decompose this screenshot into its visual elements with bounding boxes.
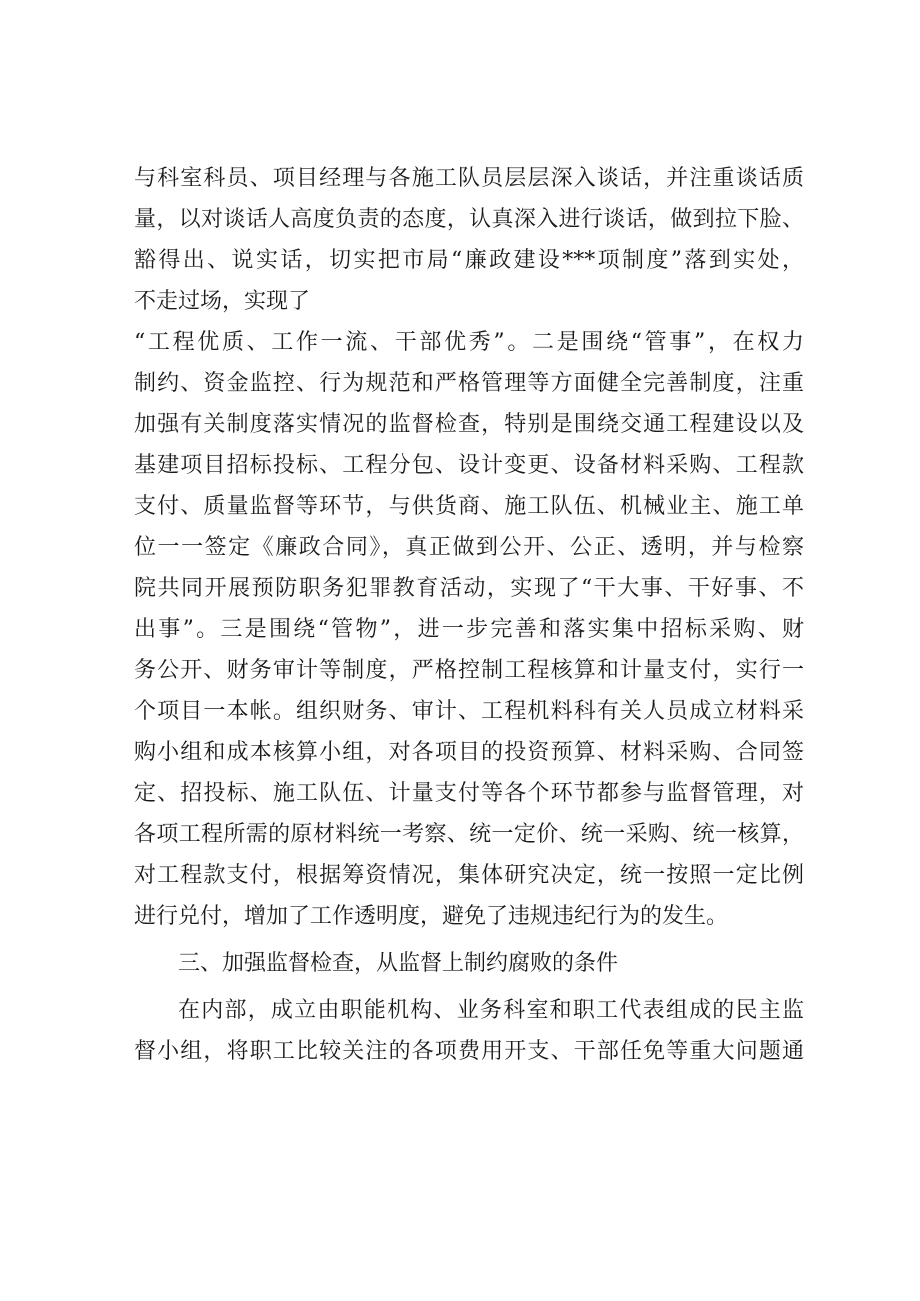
- text-line: 加强有关制度落实情况的监督检查，特别是围绕交通工程建设以及: [134, 412, 804, 437]
- text-line: 购小组和成本核算小组，对各项目的投资预算、材料采购、合同签: [134, 740, 804, 765]
- text-line: 进行兑付，增加了工作透明度，避免了违规违纪行为的发生。: [134, 904, 729, 929]
- text-line: 在内部，成立由职能机构、业务科室和职工代表组成的民主监: [178, 998, 804, 1023]
- text-line: 量，以对谈话人高度负责的态度，认真深入进行谈话，做到拉下脸、: [134, 207, 804, 232]
- text-line: 对工程款支付，根据筹资情况，集体研究决定，统一按照一定比例: [134, 863, 804, 888]
- section-heading: 三、加强监督检查，从监督上制约腐败的条件: [178, 951, 619, 976]
- body-text: [134, 158, 804, 1072]
- text-line: 院共同开展预防职务犯罪教育活动，实现了“干大事、干好事、不: [134, 576, 804, 601]
- text-line: 豁得出、说实话，切实把市局“廉政建设***项制度”落到实处，: [134, 248, 804, 273]
- text-line: 定、招投标、施工队伍、计量支付等各个环节都参与监督管理，对: [134, 781, 804, 806]
- text-line: 不走过场，实现了: [134, 289, 311, 314]
- text-line: 与科室科员、项目经理与各施工队员层层深入谈话，并注重谈话质: [134, 166, 804, 191]
- text-line: 出事”。三是围绕“管物”，进一步完善和落实集中招标采购、财: [134, 617, 804, 642]
- text-line: 制约、资金监控、行为规范和严格管理等方面健全完善制度，注重: [134, 371, 804, 396]
- text-line: 个项目一本帐。组织财务、审计、工程机料科有关人员成立材料采: [134, 699, 804, 724]
- text-line: “工程优质、工作一流、干部优秀”。二是围绕“管事”，在权力: [134, 330, 804, 355]
- text-line: 支付、质量监督等环节，与供货商、施工队伍、机械业主、施工单: [134, 494, 804, 519]
- text-line: 位一一签定《廉政合同》，真正做到公开、公正、透明，并与检察: [134, 535, 804, 560]
- text-line: 各项工程所需的原材料统一考察、统一定价、统一采购、统一核算，: [134, 822, 804, 847]
- text-line: 督小组，将职工比较关注的各项费用开支、干部任免等重大问题通: [134, 1039, 804, 1064]
- text-line: 务公开、财务审计等制度，严格控制工程核算和计量支付，实行一: [134, 658, 804, 683]
- text-line: 基建项目招标投标、工程分包、设计变更、设备材料采购、工程款: [134, 453, 804, 478]
